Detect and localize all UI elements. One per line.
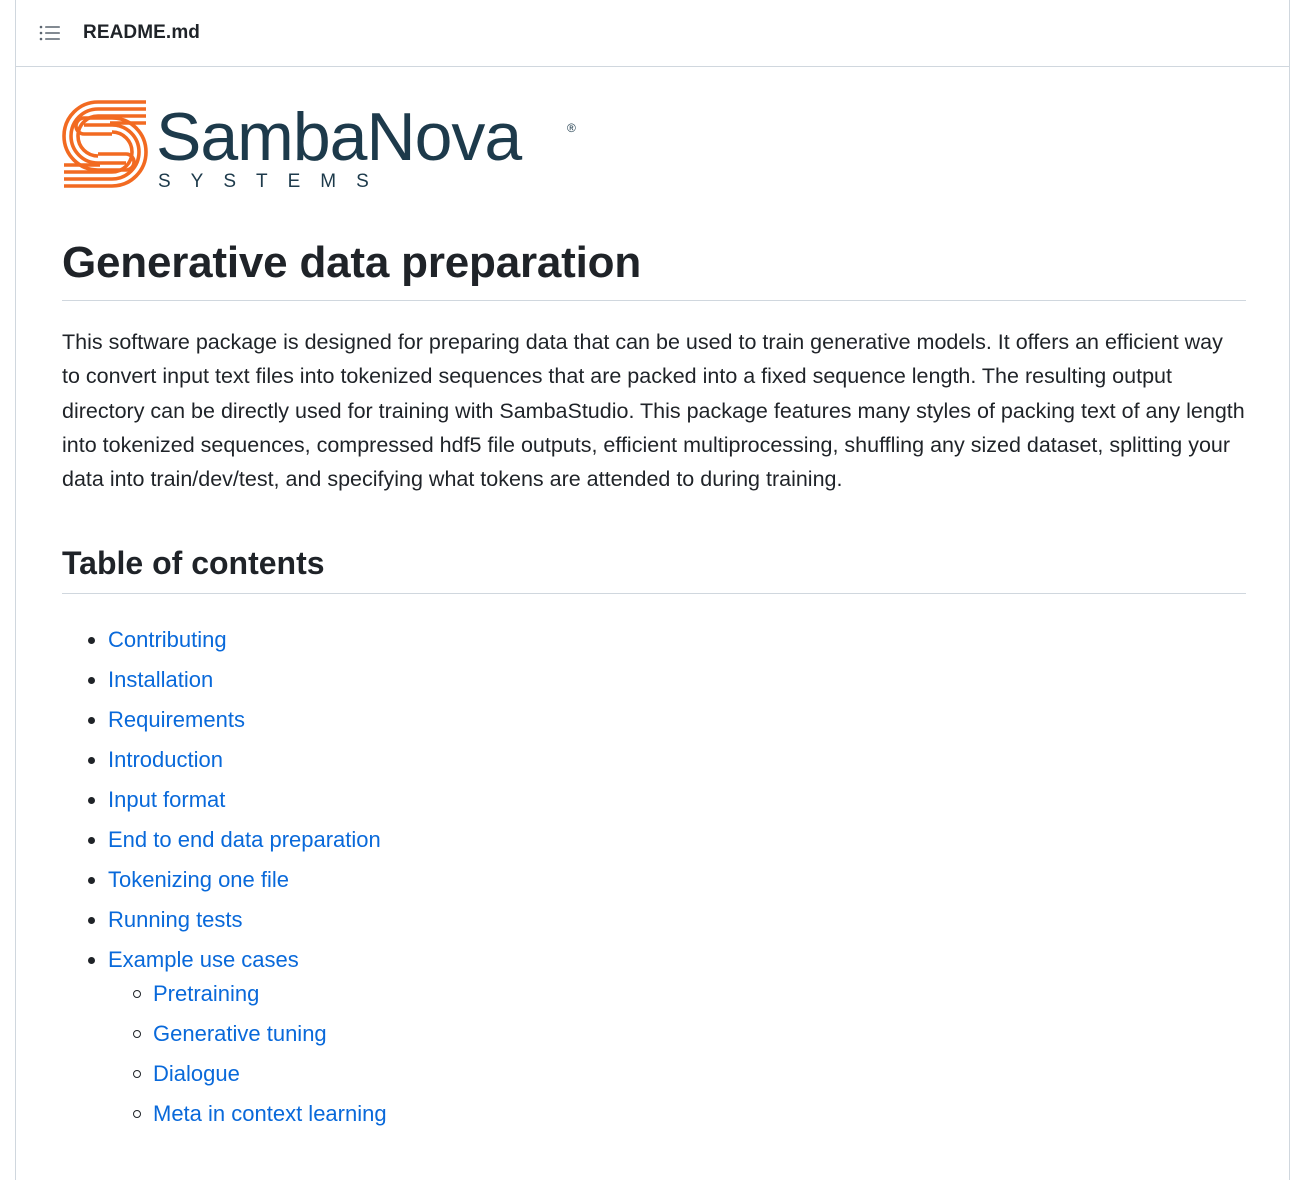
toc-link-introduction[interactable]: Introduction xyxy=(108,747,223,773)
logo-wordmark: SambaNova xyxy=(156,100,522,175)
readme-body xyxy=(62,68,1246,1134)
toc-link-tokenizing[interactable]: Tokenizing one file xyxy=(108,867,290,893)
toc-heading: Table of contents xyxy=(62,546,1246,594)
list-item xyxy=(108,1054,1246,1094)
file-header xyxy=(16,0,1289,67)
list-item xyxy=(108,974,1246,1014)
toc-list xyxy=(62,620,1246,1134)
intro-paragraph: This software package is designed for preparing data that can be used to train generative models. It offers an efficient way to convert input text files into tokenized sequences that are packed into a fixed sequence length. The resulting output directory can be directly used for training with SambaStudio. This package features many styles of packing text of any length into tokenized sequences, compressed hdf5 file outputs, efficient multiprocessing, shuffling any sized dataset, splitting your data into train/dev/test, and specifying what tokens are attended to during training. xyxy=(62,330,1245,491)
toc-link-end-to-end[interactable]: End to end data preparation xyxy=(108,827,381,853)
toc-link-dialogue[interactable]: Dialogue xyxy=(153,1061,240,1087)
list-item xyxy=(62,780,1246,820)
list-item xyxy=(62,900,1246,940)
list-item xyxy=(62,860,1246,900)
toc-link-meta-in-context[interactable]: Meta in context learning xyxy=(153,1101,387,1127)
readme-container xyxy=(15,0,1290,1180)
list-item xyxy=(108,1094,1246,1134)
toc-link-contributing[interactable]: Contributing xyxy=(108,627,227,653)
toc-link-running-tests[interactable]: Running tests xyxy=(108,907,243,933)
logo-registered-mark: ® xyxy=(567,121,576,135)
list-item xyxy=(62,620,1246,660)
toc-link-installation[interactable]: Installation xyxy=(108,667,214,693)
list-item xyxy=(62,820,1246,860)
sambanova-mark-icon xyxy=(64,102,146,186)
list-item xyxy=(62,940,1246,1134)
toc-link-pretraining[interactable]: Pretraining xyxy=(153,981,260,1007)
file-name: README.md xyxy=(83,22,201,43)
list-item xyxy=(62,740,1246,780)
toc-link-example-use-cases[interactable]: Example use cases xyxy=(108,947,299,973)
list-item xyxy=(108,1014,1246,1054)
toc-link-generative-tuning[interactable]: Generative tuning xyxy=(153,1021,327,1047)
page-title: Generative data preparation xyxy=(62,240,1246,301)
list-item xyxy=(62,700,1246,740)
logo-subtitle: SYSTEMS xyxy=(158,171,389,190)
toc-link-input-format[interactable]: Input format xyxy=(108,787,226,813)
toc-link-requirements[interactable]: Requirements xyxy=(108,707,245,733)
sambanova-logo xyxy=(62,100,582,190)
list-unordered-icon[interactable] xyxy=(38,23,62,43)
toc-sublist xyxy=(108,974,1246,1134)
list-item xyxy=(62,660,1246,700)
